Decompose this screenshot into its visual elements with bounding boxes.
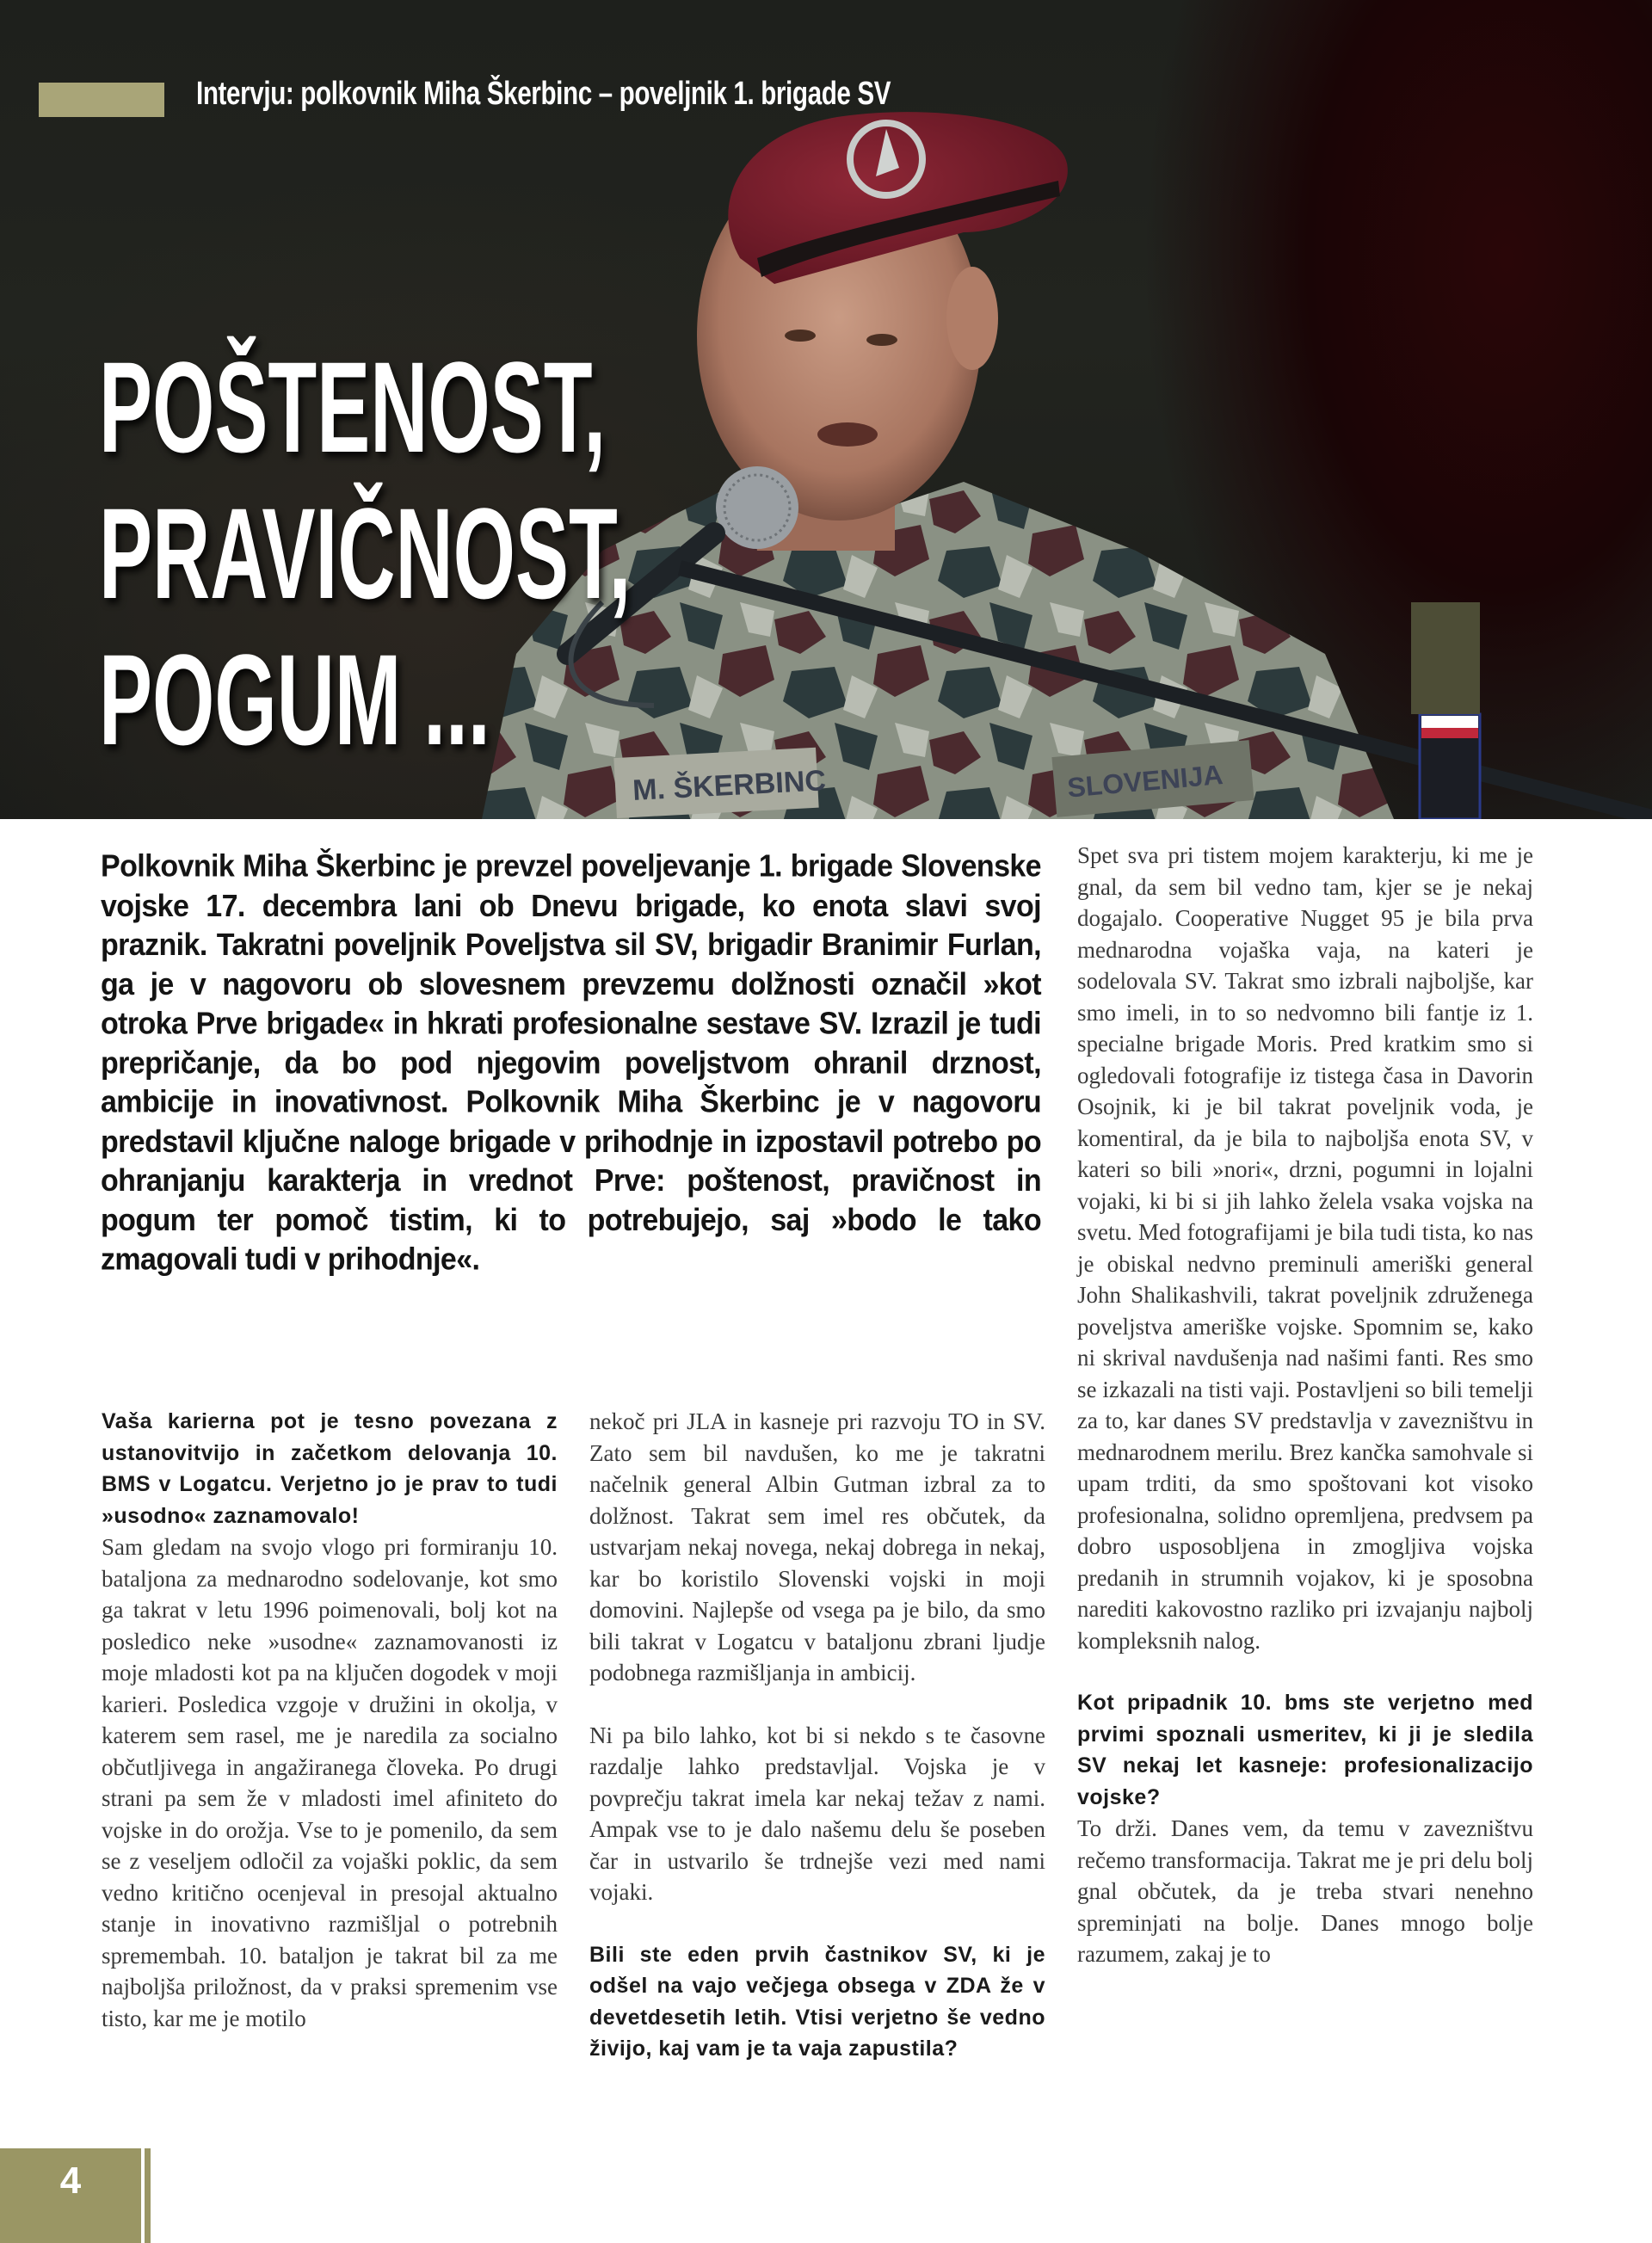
interview-answer: Ni pa bilo lahko, kot bi si nekdo s te časovne razdalje lahko predstavljal. Vojska je v povprečju takrat imela kar nekaj težav z nami. Ampak vse to je dalo našemu delu še poseben čar in ustvarilo še trdnejše vezi med nami vojaki. [589, 1722, 1045, 1905]
article-lead: Polkovnik Miha Škerbinc je prevzel poveljevanje 1. brigade Slovenske vojske 17. decembra lani ob Dnevu brigade, ko enota slavi svoj praznik. Takratni poveljnik Poveljstva sil SV, brigadir Branimir Furlan, ga je v nagovoru ob slovesnem prevzemu dolžnosti označil »kot otroka Prve brigade« in hkrati profesionalne sestave SV. Izrazil je tudi prepričanje, da bo pod njegovim poveljstvom ohranil drznost, ambicije in inovativnost. Polkovnik Miha Škerbinc je v nagovoru predstavil ključne naloge brigade v prihodnje in izpostavil potrebo po ohranjanju karakterja in vrednot Prve: poštenost, pravičnost in pogum ter pomoč tistim, ki to potrebujejo, saj »bodo le tako zmagovali tudi v prihodnje«. [101, 849, 1041, 1277]
microphone-icon [716, 466, 798, 549]
interview-answer: To drži. Danes vem, da temu v zavezništvu rečemo transformacija. Takrat me je pri delu bolj gnal občutek, da je treba stvari nenehno spreminjati na bolje. Danes mnogo bolje razumem, zakaj je to [1077, 1815, 1533, 1967]
column-left [102, 1406, 558, 2034]
interview-question: Bili ste eden prvih častnikov SV, ki je odšel na vajo večjega obsega v ZDA že v devetdesetih letih. Vtisi verjetno še vedno živijo, kaj vam je ta vaja zapustila? [589, 1942, 1045, 2061]
interview-question: Kot pripadnik 10. bms ste verjetno med prvimi spoznali usmeritev, ki ji je sledila SV nekaj let kasneje: profesionalizacijo vojske? [1077, 1691, 1533, 1809]
column-middle [589, 1406, 1045, 2065]
kicker-accent-bar [39, 83, 164, 117]
interview-answer: Sam gledam na svojo vlogo pri formiranju 10. bataljona za mednarodno sodelovanje, kot smo ga takrat v letu 1996 poimenovali, bolj kot na posledico neke »usodne« zaznamovanosti iz moje mladosti kot pa na ključen dogodek v moji karieri. Posledica vzgoje v družini in okolja, v katerem sem rasel, me je naredila za socialno občutljivega in angažiranega človeka. Po drugi strani pa sem že v mladosti imel afiniteto do vojske in do orožja. Vse to je pomenilo, da sem se z veseljem odločil za vojaški poklic, da sem vedno kritično ocenjeval in presojal aktualno stanje in inovativno razmišljal o potrebnih spremembah. 10. bataljon je takrat bil za me najboljša priložnost, da v praksi spremenim vse tisto, kar me je motilo [102, 1534, 558, 2031]
interview-answer-continued: nekoč pri JLA in kasneje pri razvoju TO in SV. Zato sem bil navdušen, ko me je takratni načelnik general Albin Gutman izbral za to dolžnost. Takrat sem imel res občutek, da ustvarjam nekaj novega, nekaj dobrega in nekaj, kar bo koristilo Slovenski vojski in moji domovini. Najlepše od vsega pa je bilo, da smo bili takrat v Logatcu v bataljonu zbrani ljudje podobnega razmišljanja in ambicij. [589, 1408, 1045, 1685]
article-kicker: Intervju: polkovnik Miha Škerbinc – poveljnik 1. brigade SV [196, 76, 891, 112]
headline-line-3: POGUM ... [99, 627, 490, 772]
headline-line-1: POŠTENOST, [99, 335, 607, 479]
interview-question: Vaša karierna pot je tesno povezana z ustanovitvijo in začetkom delovanja 10. BMS v Logatcu. Verjetno jo je prav to tudi »usodno« zaznamovalo! [102, 1409, 558, 1528]
headline-line-2: PRAVIČNOST, [99, 481, 632, 625]
column-right [1077, 840, 1533, 1970]
article-headline [99, 334, 631, 773]
svg-text:SLOVENIJA: SLOVENIJA [1065, 758, 1224, 804]
interview-answer: Spet sva pri tistem mojem karakterju, ki me je gnal, da sem bil vedno tam, kjer se je nekaj dogajalo. Cooperative Nugget 95 je bila prva mednarodna vojaška vaja, na kateri je sodelovala SV. Takrat smo izbrali najboljše, kar smo imeli, in to so nedvomno bili fantje iz 1. specialne brigade Moris. Pred kratkim smo si ogledovali fotografije iz tistega časa in Davorin Osojnik, ki je bil takrat poveljnik voda, je komentiral, da je bila to najboljša enota SV, v kateri so bili »nori«, drzni, pogumni in lojalni vojaki, ki bi si jih lahko želela vsaka vojska na svetu. Med fotografijami je bila tudi tista, ko nas je obiskal nedvno preminuli ameriški general John Shalikashvili, takrat poveljnik združenega poveljstva ameriške vojske. Spomnim se, kako ni skrival navdušenja nad našimi fanti. Res smo se izkazali na tisti vaji. Postavljeni so bili temelji za to, kar danes SV predstavlja v zavezništvu in mednarodnem merilu. Brez kančka samohvale si upam trditi, da smo spoštovani kot visoko profesionalna, solidno opremljena, predvsem pa dobro usposobljena in zmogljiva vojska predanih in strumnih vojakov, ki je sposobna narediti kakovostno razliko pri izvajanju najbolj kompleksnih nalog. [1077, 842, 1533, 1654]
page-number: 4 [59, 2160, 82, 2202]
hero-photo [0, 0, 1652, 819]
svg-text:M. ŠKERBINC: M. ŠKERBINC [632, 764, 827, 807]
page-number-rule [145, 2148, 151, 2243]
